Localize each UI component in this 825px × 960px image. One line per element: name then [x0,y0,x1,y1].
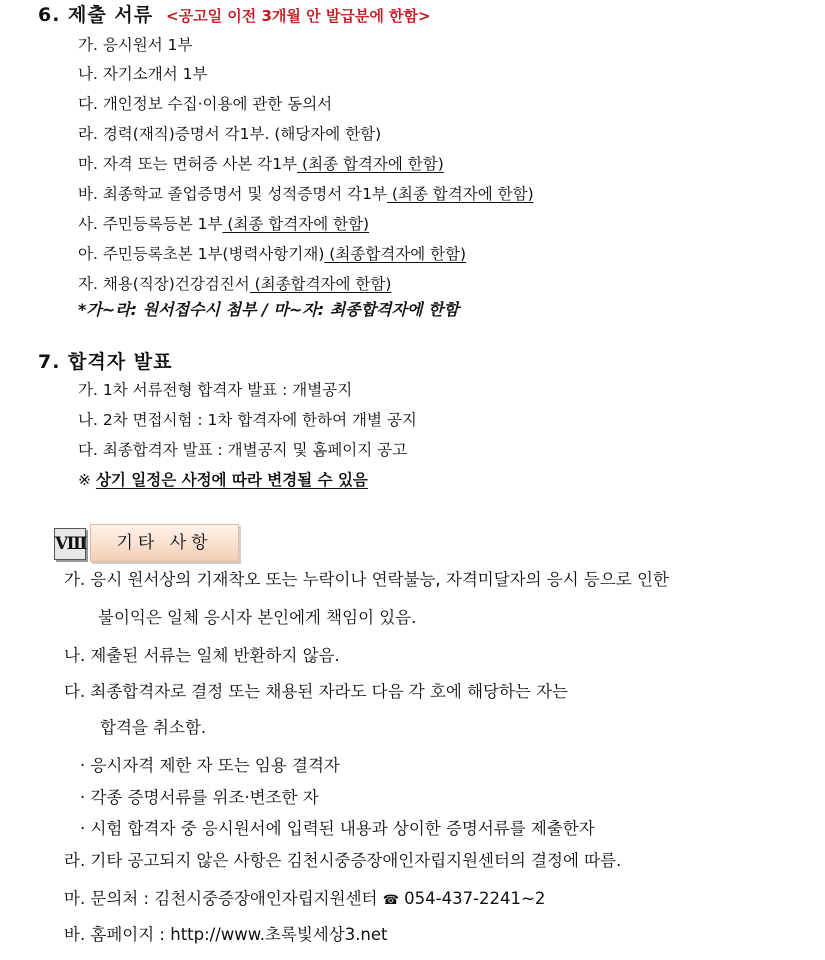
list-item-restriction: (최종 합격자에 한함) [222,215,370,233]
item-ra: 라. 기타 공고되지 않은 사항은 김천시중증장애인자립지원센터의 결정에 따름. [64,851,622,870]
list-item-restriction: (최종합격자에 한함) [324,245,467,263]
item-ga-line-1: 가. 응시 원서상의 기재착오 또는 누락이나 연락불능, 자격미달자의 응시 등으로 인한 [64,570,669,589]
list-item-text: 아. 주민등록초본 1부(병력사항기재) [78,245,325,263]
item-da-line-2: 합격을 취소함. [100,718,207,737]
document-list-item [78,274,391,294]
list-item-text: 다. 개인정보 수집·이용에 관한 동의서 [78,95,333,113]
list-item-text: 바. 최종학교 졸업증명서 및 성적증명서 각1부 [78,185,387,203]
document-list-item [78,214,369,234]
list-item-text: 나. 자기소개서 1부 [78,65,208,83]
document-list-item [78,124,381,144]
item-ma [64,889,545,911]
item-na: 나. 제출된 서류는 일체 반환하지 않음. [64,646,340,665]
item-ba-homepage: 바. 홈페이지 : http://www.초록빛세상3.net [64,925,388,944]
contact-label: 마. 문의처 : 김천시중증장애인자립지원센터 [64,889,378,908]
section-7-notice [78,470,368,490]
section-6-heading [38,5,431,26]
section-8-title: 기타 사항 [90,524,239,562]
list-item-text: 자. 채용(직장)건강검진서 [78,275,250,293]
document-list-item [78,64,207,84]
notice-text: 상기 일정은 사정에 따라 변경될 수 있음 [95,471,368,489]
contact-phone: 054-437-2241~2 [404,889,546,908]
section-7-title: 7. 합격자 발표 [38,351,173,373]
bullet-item: · 응시자격 제한 자 또는 임용 결격자 [80,756,340,775]
notice-mark: ※ [78,471,91,489]
list-item-text: 사. 주민등록등본 1부 [78,215,223,233]
document-list-item [78,154,444,174]
phone-icon: ☎ [382,893,399,908]
list-item-restriction: (최종 합격자에 한함) [386,185,534,203]
section-7-item: 가. 1차 서류전형 합격자 발표 : 개별공지 [78,381,353,399]
document-list-item [78,94,332,114]
bullet-item: · 각종 증명서류를 위조·변조한 자 [80,788,319,807]
document-list-item [78,184,534,204]
section-6-note: <공고일 이전 3개월 안 발급분에 한함> [166,7,431,25]
bullet-item: · 시험 합격자 중 응시원서에 입력된 내용과 상이한 증명서류를 제출한자 [80,819,595,838]
document-list-item [78,244,466,264]
section-6-title: 6. 제출 서류 [38,4,154,26]
item-ga-line-2: 불이익은 일체 응시자 본인에게 책임이 있음. [98,608,417,627]
item-da-line-1: 다. 최종합격자로 결정 또는 채용된 자라도 다음 각 호에 해당하는 자는 [64,682,568,701]
document-list-item [78,35,192,55]
section-6-footnote: *가~라: 원서접수시 첨부 / 마~자: 최종합격자에 한함 [78,300,459,319]
list-item-restriction: (최종 합격자에 한함) [297,155,444,173]
section-8-number: Ⅷ [54,528,86,560]
section-7-item: 나. 2차 면접시험 : 1차 합격자에 한하여 개별 공지 [78,411,417,429]
list-item-text: 가. 응시원서 1부 [78,36,193,54]
section-7-item: 다. 최종합격자 발표 : 개별공지 및 홈페이지 공고 [78,441,408,459]
list-item-text: 라. 경력(재직)증명서 각1부. (해당자에 한함) [78,125,382,143]
list-item-restriction: (최종합격자에 한함) [249,275,392,293]
list-item-text: 마. 자격 또는 면허증 사본 각1부 [78,155,298,173]
